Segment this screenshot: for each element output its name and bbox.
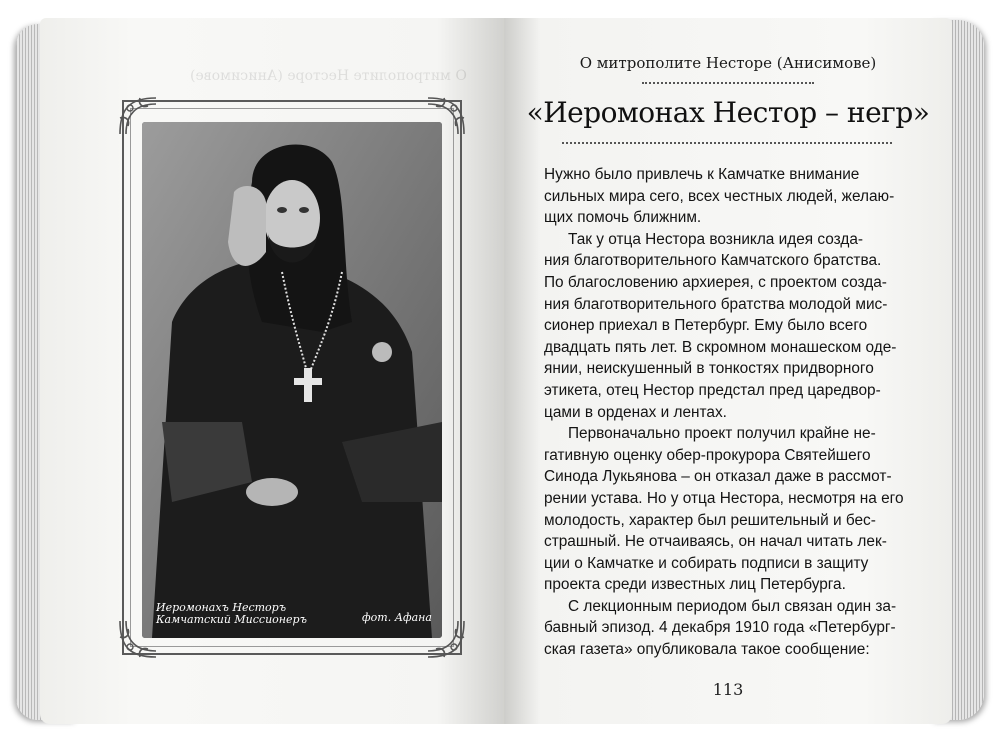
bleed-through-running-head: О митрополите Несторе (Анисимове) <box>190 68 467 84</box>
text-line: С лекционным периодом был связан один за- <box>568 597 897 615</box>
body-text <box>544 164 918 661</box>
text-line: этикета, отец Нестор предстал пред царедвор- <box>544 381 881 399</box>
text-line: сильных мира сего, всех честных людей, желаю- <box>544 187 895 205</box>
caption-line: Иеромонахъ Несторъ <box>156 601 287 614</box>
text-line: Так у отца Нестора возникла идея созда- <box>568 230 864 248</box>
open-book <box>10 10 988 724</box>
text-line: рении устава. Но у отца Нестора, несмотря на его <box>544 489 904 507</box>
text-line: ская газета» опубликовала такое сообщение: <box>544 641 870 659</box>
text-line: проекта среди известных лиц Петербурга. <box>544 576 846 594</box>
left-page <box>40 18 508 724</box>
dotted-rule <box>642 82 814 84</box>
paragraph <box>544 164 918 229</box>
text-line: По благословению архиерея, с проектом созда- <box>544 273 887 291</box>
chapter-title: «Иеромонах Нестор – негр» <box>526 96 930 129</box>
portrait-photograph <box>142 122 442 638</box>
text-line: сионер приехал в Петербург. Ему было всего <box>544 317 868 335</box>
right-page <box>504 18 952 724</box>
text-line: бавный эпизод. 4 декабря 1910 года «Петербург- <box>544 619 896 637</box>
text-line: ции о Камчатке и собирать подписи в защиту <box>544 554 869 572</box>
portrait-figure <box>142 122 442 638</box>
text-line: страшный. Не отчаиваясь, он начал читать лек- <box>544 533 887 551</box>
text-line: янии, неискушенный в тонкостях придворного <box>544 360 874 378</box>
text-line: Нужно было привлечь к Камчатке внимание <box>544 166 860 183</box>
text-line: щих помочь ближним. <box>544 209 702 227</box>
caption-line: Камчатский Миссионеръ <box>156 613 307 626</box>
dotted-rule <box>562 142 892 144</box>
text-line: цами в орденах и лентах. <box>544 403 727 421</box>
text-line: гативную оценку обер-прокурора Святейшего <box>544 446 871 464</box>
text-line: ния благотворительного Камчатского братства. <box>544 252 882 270</box>
paragraph <box>544 229 918 423</box>
running-head: О митрополите Несторе (Анисимове) <box>579 54 877 72</box>
text-line: двадцать пять лет. В скромном монашеском оде- <box>544 338 897 356</box>
text-line: ния благотворительного братства молодой мис- <box>544 295 888 313</box>
text-line: молодость, характер был решительный и бес- <box>544 511 876 529</box>
paragraph <box>544 423 918 596</box>
photographer-signature: фот. Афана <box>362 611 432 624</box>
page-number: 113 <box>712 680 744 699</box>
text-line: Синода Лукьянова – он отказал даже в рассмот- <box>544 468 892 486</box>
text-line: Первоначально проект получил крайне не- <box>568 425 876 443</box>
photo-caption-inscription <box>156 602 307 626</box>
paragraph <box>544 596 918 661</box>
